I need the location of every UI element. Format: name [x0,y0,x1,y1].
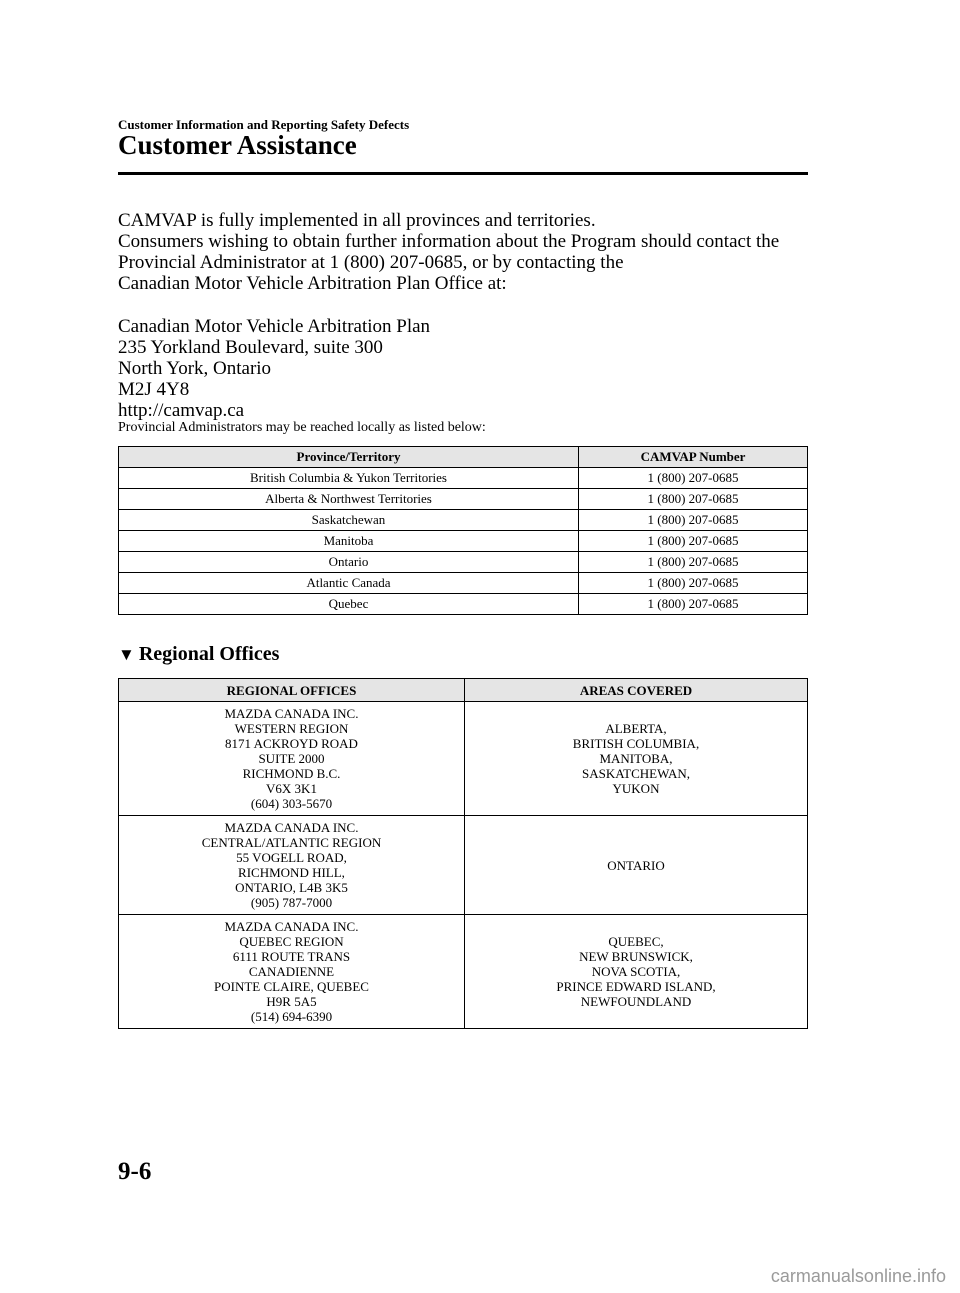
column-header: Province/Territory [119,447,579,468]
area-line: ALBERTA, [605,721,667,736]
office-line: MAZDA CANADA INC. [224,820,359,835]
phone-number-cell: 1 (800) 207-0685 [579,531,808,552]
office-line: POINTE CLAIRE, QUEBEC [214,979,369,994]
phone-number-cell: 1 (800) 207-0685 [579,468,808,489]
office-line: MAZDA CANADA INC. [224,706,359,721]
office-line: WESTERN REGION [234,721,349,736]
table-row [119,594,808,615]
column-header: REGIONAL OFFICES [119,679,465,702]
office-line: QUEBEC REGION [239,934,344,949]
office-address-cell [119,702,465,816]
office-line: (905) 787-7000 [250,895,333,910]
office-line: (514) 694-6390 [250,1009,333,1024]
office-line: MAZDA CANADA INC. [224,919,359,934]
province-cell: Saskatchewan [119,510,579,531]
office-line: CENTRAL/ATLANTIC REGION [201,835,382,850]
area-line: BRITISH COLUMBIA, [572,736,700,751]
intro-line: Provincial Administrator at 1 (800) 207-0685, or by contacting the [118,252,624,273]
area-line: MANITOBA, [599,751,673,766]
office-line: SUITE 2000 [258,751,325,766]
table-header-row [119,679,808,702]
table-row [119,531,808,552]
area-line: PRINCE EDWARD ISLAND, [556,979,716,994]
address-line: M2J 4Y8 [118,379,190,400]
regional-offices-heading [118,643,279,666]
phone-number-cell: 1 (800) 207-0685 [579,594,808,615]
triangle-down-icon: ▼ [118,645,135,664]
table-row [119,573,808,594]
office-line: V6X 3K1 [266,781,317,796]
intro-paragraph [118,210,779,294]
office-line: RICHMOND HILL, [238,865,345,880]
table-row [119,468,808,489]
address-line: Canadian Motor Vehicle Arbitration Plan [118,316,431,337]
phone-number-cell: 1 (800) 207-0685 [579,573,808,594]
areas-covered-cell [465,816,808,915]
section-label: Customer Information and Reporting Safety Defects [118,117,410,132]
phone-number-cell: 1 (800) 207-0685 [579,510,808,531]
province-cell: Atlantic Canada [119,573,579,594]
phone-number-cell: 1 (800) 207-0685 [579,489,808,510]
table-header-row [119,447,808,468]
province-cell: Manitoba [119,531,579,552]
province-cell: British Columbia & Yukon Territories [119,468,579,489]
office-line: 6111 ROUTE TRANS [232,949,351,964]
camvap-address [118,316,430,421]
area-line: NEWFOUNDLAND [580,994,692,1009]
province-cell: Alberta & Northwest Territories [119,489,579,510]
areas-covered-cell [465,702,808,816]
area-line: YUKON [612,781,660,796]
office-line: 8171 ACKROYD ROAD [225,736,358,751]
intro-line: Consumers wishing to obtain further information about the Program should contact the [118,231,780,252]
office-line: ONTARIO, L4B 3K5 [235,880,348,895]
address-line: 235 Yorkland Boulevard, suite 300 [118,337,383,358]
page-title: Customer Assistance [118,130,357,160]
office-line: H9R 5A5 [266,994,317,1009]
table-row [119,816,808,915]
title-rule [118,172,808,175]
province-cell: Quebec [119,594,579,615]
table-row [119,552,808,573]
area-line: QUEBEC, [608,934,664,949]
regional-offices-heading-text: Regional Offices [138,643,280,665]
regional-offices-table [118,678,808,1029]
provinces-table [118,446,808,615]
area-line: NEW BRUNSWICK, [579,949,693,964]
table-row [119,915,808,1029]
office-address-cell [119,816,465,915]
area-line: ONTARIO [607,857,665,873]
office-line: (604) 303-5670 [250,796,333,811]
intro-line: Canadian Motor Vehicle Arbitration Plan Office at: [118,273,507,294]
watermark: carmanualsonline.info [770,1266,946,1286]
office-line: RICHMOND B.C. [242,766,341,781]
page-number: 9-6 [118,1158,152,1185]
column-header: AREAS COVERED [465,679,808,702]
office-line: 55 VOGELL ROAD, [236,850,347,865]
column-header: CAMVAP Number [579,447,808,468]
table-row [119,489,808,510]
area-line: NOVA SCOTIA, [591,964,681,979]
camvap-website-link[interactable]: http://camvap.ca [118,400,245,421]
table-row [119,510,808,531]
area-line: SASKATCHEWAN, [582,766,690,781]
administrators-note: Provincial Administrators may be reached locally as listed below: [118,420,486,435]
address-line: North York, Ontario [118,358,272,379]
areas-covered-cell [465,915,808,1029]
office-line: CANADIENNE [248,964,335,979]
phone-number-cell: 1 (800) 207-0685 [579,552,808,573]
province-cell: Ontario [119,552,579,573]
intro-line: CAMVAP is fully implemented in all provinces and territories. [118,210,596,231]
office-address-cell [119,915,465,1029]
table-row [119,702,808,816]
